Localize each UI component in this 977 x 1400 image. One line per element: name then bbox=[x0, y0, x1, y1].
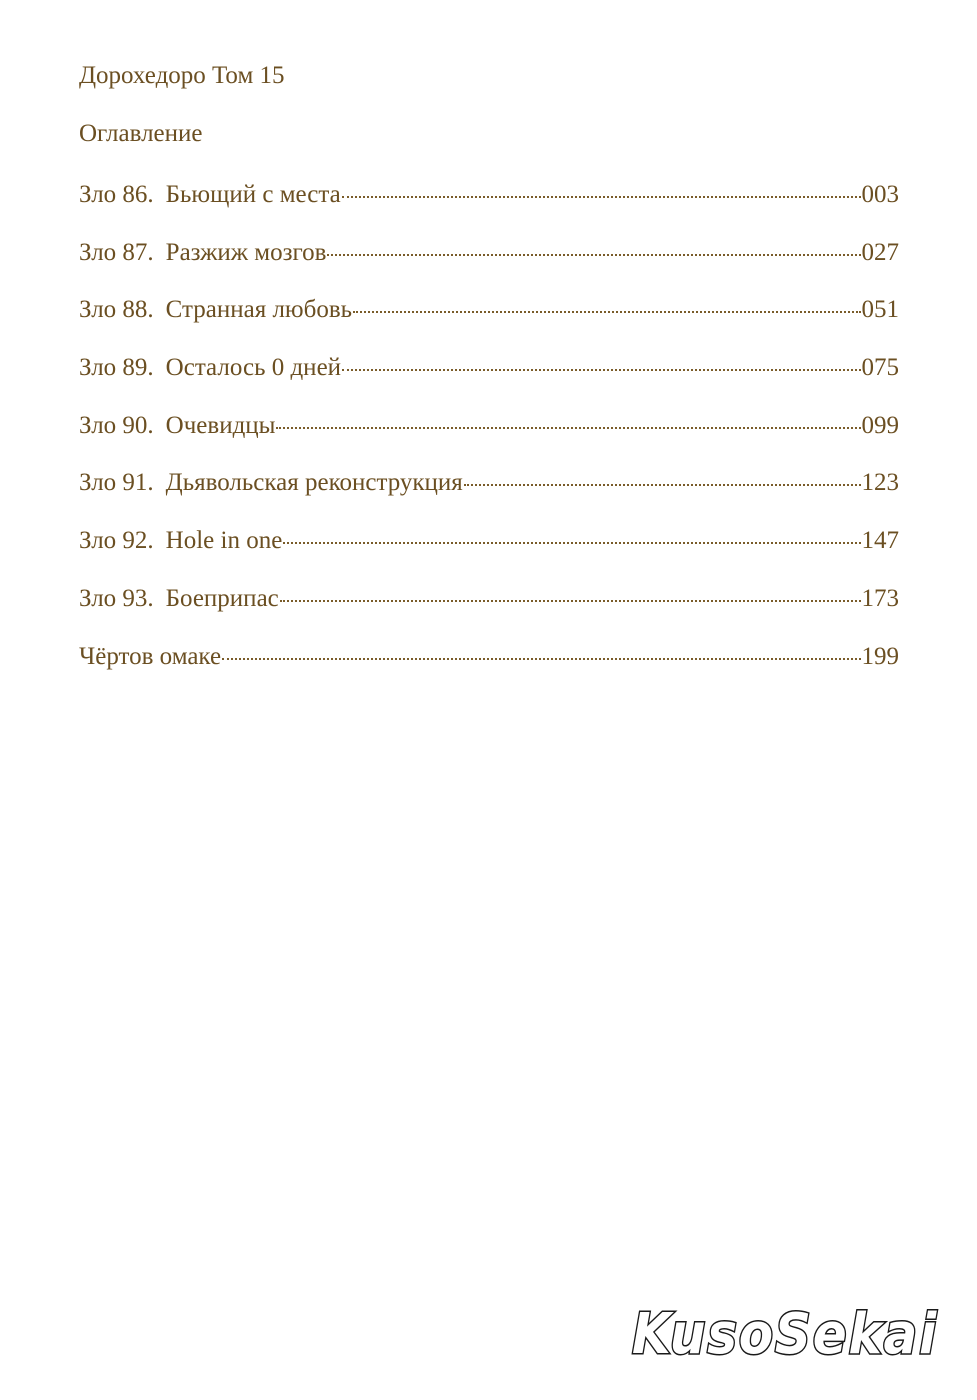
chapter-title: Странная любовь bbox=[165, 296, 353, 324]
chapter-title: Бьющий с места bbox=[165, 181, 341, 208]
page-number: 173 bbox=[861, 584, 899, 612]
toc-entry bbox=[79, 290, 899, 348]
dot-leader bbox=[353, 286, 860, 313]
chapter-number: Зло 88. bbox=[79, 296, 154, 324]
toc-list bbox=[79, 175, 899, 694]
chapter-number: Зло 89. bbox=[79, 354, 154, 382]
toc-entry bbox=[79, 521, 899, 579]
chapter-title: Очевидцы bbox=[165, 411, 276, 439]
toc-entry-omake bbox=[79, 637, 899, 695]
toc-entry bbox=[79, 175, 899, 233]
toc-heading: Оглавление bbox=[79, 120, 203, 147]
dot-leader bbox=[283, 517, 860, 544]
chapter-title: Чёртов омаке bbox=[79, 642, 222, 670]
page-number: 027 bbox=[861, 238, 899, 266]
dot-leader bbox=[342, 171, 861, 198]
chapter-title: Дьявольская реконструкция bbox=[165, 469, 463, 497]
chapter-title: Боеприпас bbox=[165, 584, 279, 612]
chapter-number: Зло 92. bbox=[79, 527, 154, 555]
chapter-number: Зло 87. bbox=[79, 238, 154, 266]
chapter-number: Зло 86. bbox=[79, 181, 154, 208]
toc-entry bbox=[79, 579, 899, 637]
toc-entry bbox=[79, 463, 899, 521]
chapter-number: Зло 93. bbox=[79, 584, 154, 612]
dot-leader bbox=[464, 459, 861, 486]
toc-entry bbox=[79, 233, 899, 291]
page-number: 147 bbox=[861, 527, 899, 555]
page-number: 123 bbox=[861, 469, 899, 497]
chapter-number: Зло 90. bbox=[79, 411, 154, 439]
page-number: 051 bbox=[861, 296, 899, 324]
dot-leader bbox=[327, 229, 860, 256]
page-number: 099 bbox=[861, 411, 899, 439]
book-title: Дорохедоро Том 15 bbox=[79, 62, 285, 89]
chapter-title: Разжиж мозгов bbox=[165, 238, 327, 266]
chapter-number: Зло 91. bbox=[79, 469, 154, 497]
dot-leader bbox=[222, 633, 860, 660]
kusosekai-logo bbox=[628, 1295, 943, 1367]
dot-leader bbox=[280, 575, 861, 602]
page-number: 199 bbox=[861, 642, 899, 670]
logo-text: KusoSekai bbox=[632, 1302, 938, 1367]
toc-entry bbox=[79, 348, 899, 406]
toc-entry bbox=[79, 406, 899, 464]
dot-leader bbox=[342, 344, 860, 371]
dot-leader bbox=[276, 402, 860, 429]
page-number: 003 bbox=[861, 181, 899, 208]
page-number: 075 bbox=[861, 354, 899, 382]
chapter-title: Hole in one bbox=[165, 527, 283, 555]
chapter-title: Осталось 0 дней bbox=[165, 354, 342, 382]
